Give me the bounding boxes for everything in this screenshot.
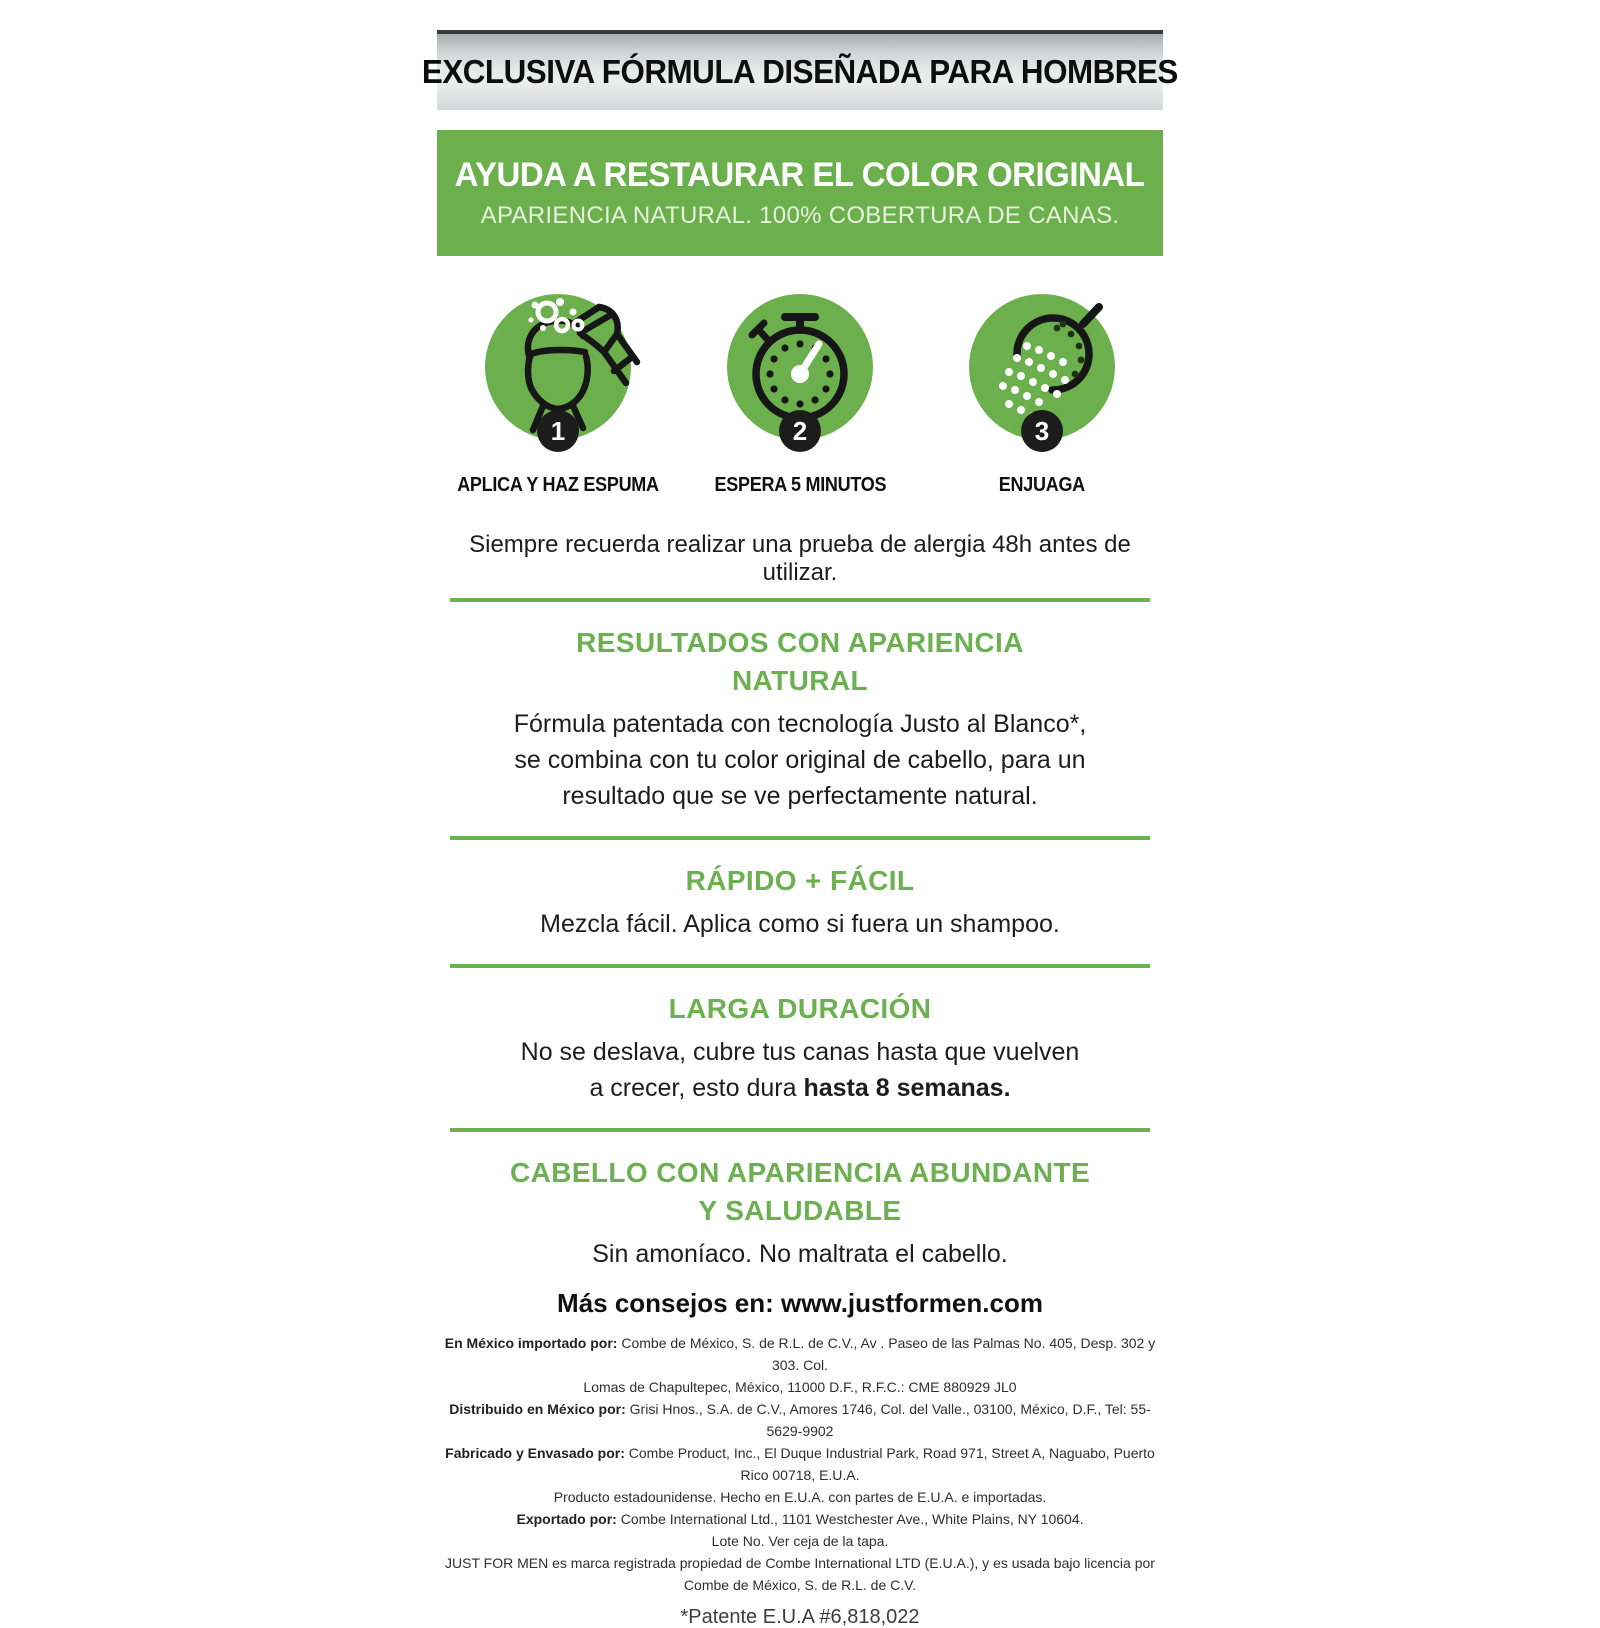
step-number-badge: [1021, 410, 1063, 452]
heading-line: NATURAL: [731, 665, 869, 696]
usage-steps: [437, 294, 1163, 497]
exclusive-formula-banner: [422, 30, 1178, 110]
legal-text: Combe de México, S. de R.L. de C.V.: [683, 1577, 917, 1593]
body-line: [450, 1070, 1150, 1106]
hero-title: AYUDA A RESTAURAR EL COLOR ORIGINAL: [455, 156, 1145, 194]
body-line: se combina con tu color original de cabello, para un: [514, 746, 1086, 774]
heading-line: Y SALUDABLE: [698, 1195, 902, 1226]
legal-bold: Exportado por:: [516, 1511, 621, 1527]
legal-text: Combe de México, S. de R.L. de C.V., Av . Paseo de las Palmas No. 405, Desp. 302 y 303. Col.: [621, 1335, 1156, 1373]
legal-text: JUST FOR MEN es marca registrada propiedad de Combe International LTD (E.U.A.), y es usada bajo licencia por: [445, 1555, 1155, 1571]
step-label: ENJUAGA: [998, 474, 1086, 496]
legal-bold: Distribuido en México por:: [449, 1401, 630, 1417]
legal-text: Combe International Ltd., 1101 Westchester Ave., White Plains, NY 10604.: [620, 1511, 1084, 1527]
section-heading: [450, 624, 1150, 700]
section-body: [450, 706, 1150, 814]
legal-text: Lote No. Ver ceja de la tapa.: [711, 1533, 889, 1549]
legal-line: [440, 1376, 1160, 1398]
section-fast-easy: [450, 862, 1150, 942]
legal-line: [440, 1486, 1160, 1508]
heading-line: LARGA DURACIÓN: [668, 993, 932, 1024]
patent-number-line: *Patente E.U.A #6,818,022: [680, 1606, 920, 1628]
heading-line: RESULTADOS CON APARIENCIA: [576, 627, 1024, 658]
section-body: [450, 1034, 1150, 1106]
benefits-column: [450, 598, 1150, 1319]
allergy-test-note: Siempre recuerda realizar una prueba de alergia 48h antes de utilizar.: [469, 531, 1131, 586]
section-healthy-hair: [450, 1154, 1150, 1272]
legal-line: [440, 1508, 1160, 1530]
legal-line: [440, 1442, 1160, 1486]
step-apply: [437, 294, 679, 497]
section-body: [450, 1236, 1150, 1272]
legal-line: [440, 1332, 1160, 1376]
hero-banner: [437, 130, 1163, 256]
legal-fine-print: [440, 1332, 1160, 1628]
legal-bold: Fabricado y Envasado por:: [445, 1445, 629, 1461]
step-number-badge: [779, 410, 821, 452]
step-number-badge: [537, 410, 579, 452]
body-bold-text: hasta 8 semanas.: [803, 1074, 1011, 1102]
body-line: No se deslava, cubre tus canas hasta que vuelven: [520, 1038, 1080, 1066]
step-wait: [679, 294, 921, 497]
shower-rinse-icon: [969, 294, 1115, 446]
section-body: [450, 906, 1150, 942]
legal-text: Producto estadounidense. Hecho en E.U.A. con partes de E.U.A. e importadas.: [553, 1489, 1047, 1505]
section-natural-results: [450, 624, 1150, 814]
body-text: a crecer, esto dura: [589, 1074, 804, 1102]
apply-lather-icon: [485, 294, 631, 446]
stopwatch-icon: [727, 294, 873, 446]
section-heading: [450, 1154, 1150, 1230]
exclusive-formula-label: EXCLUSIVA FÓRMULA DISEÑADA PARA HOMBRES: [422, 53, 1178, 90]
legal-text: Grisi Hnos., S.A. de C.V., Amores 1746, Col. del Valle., 03100, México, D.F., Tel: 55-5629-9902: [629, 1401, 1151, 1439]
section-divider: [450, 964, 1150, 968]
section-heading: [450, 990, 1150, 1028]
legal-bold: En México importado por:: [444, 1335, 622, 1351]
section-divider: [450, 836, 1150, 840]
legal-line: [440, 1398, 1160, 1442]
section-divider: [450, 598, 1150, 602]
legal-line: [440, 1530, 1160, 1552]
legal-line: [440, 1552, 1160, 1574]
step-number: 1: [550, 416, 566, 446]
body-line: Fórmula patentada con tecnología Justo al Blanco*,: [513, 710, 1087, 738]
legal-line: [440, 1574, 1160, 1596]
legal-text: Combe Product, Inc., El Duque Industrial Park, Road 971, Street A, Naguabo, Puerto Rico 00718, E.U.A.: [628, 1445, 1155, 1483]
heading-line: CABELLO CON APARIENCIA ABUNDANTE: [509, 1157, 1091, 1188]
section-long-lasting: [450, 990, 1150, 1106]
heading-line: RÁPIDO + FÁCIL: [685, 865, 915, 896]
step-rinse: [921, 294, 1163, 497]
body-line: Sin amoníaco. No maltrata el cabello.: [592, 1240, 1008, 1268]
body-line: Mezcla fácil. Aplica como si fuera un shampoo.: [540, 910, 1060, 938]
step-label: APLICA Y HAZ ESPUMA: [457, 474, 659, 496]
step-number: 3: [1034, 416, 1050, 446]
section-divider: [450, 1128, 1150, 1132]
section-heading: [450, 862, 1150, 900]
hero-subtitle: APARIENCIA NATURAL. 100% COBERTURA DE CANAS.: [480, 202, 1120, 229]
step-label: ESPERA 5 MINUTOS: [714, 474, 886, 496]
body-line: resultado que se ve perfectamente natural.: [562, 782, 1038, 810]
legal-text: Lomas de Chapultepec, México, 11000 D.F., R.F.C.: CME 880929 JL0: [583, 1379, 1017, 1395]
step-number: 2: [792, 416, 808, 446]
website-tips-line: Más consejos en: www.justformen.com: [557, 1288, 1043, 1318]
